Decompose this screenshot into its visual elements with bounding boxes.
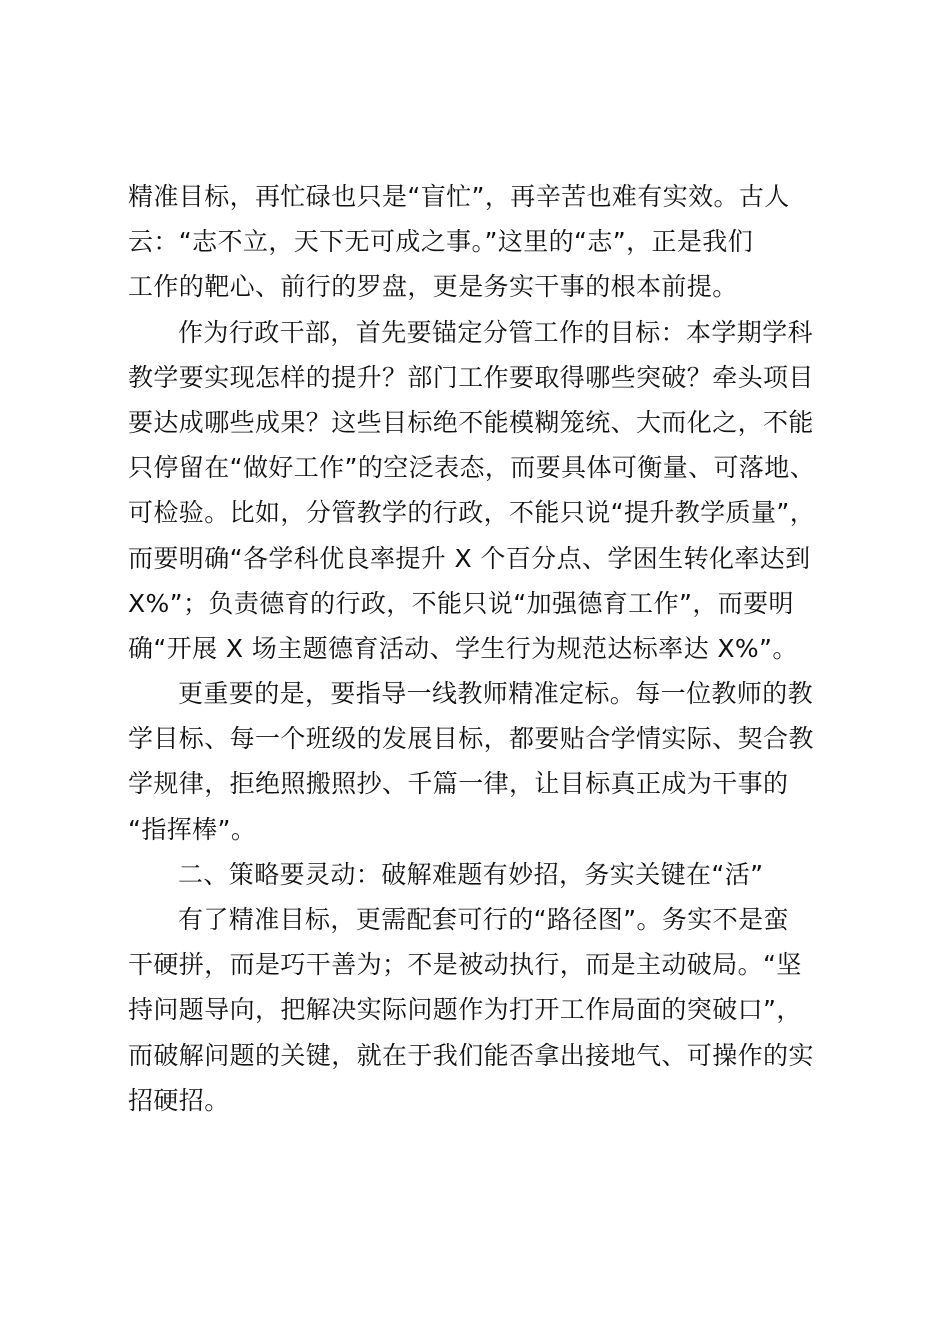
text-line: 作为行政干部，首先要锚定分管工作的目标：本学期学科 [178,317,814,347]
text-line: 更重要的是，要指导一线教师精准定标。每一位教师的教 [178,679,814,709]
text-line: 要达成哪些成果？这些目标绝不能模糊笼统、大而化之，不能 [128,407,814,437]
text-line: 学目标、每一个班级的发展目标，都要贴合学情实际、契合教 [128,724,814,754]
text-line: 而要明确“各学科优良率提升 X 个百分点、学困生转化率达到 [128,543,811,573]
paragraph-admin-goals [128,310,833,672]
text-line: X%”；负责德育的行政，不能只说“加强德育工作”，而要明 [128,588,794,618]
text-line: 云：“志不立，天下无可成之事。”这里的“志”，正是我们 [128,227,754,257]
text-line: 精准目标，再忙碌也只是“盲忙”，再辛苦也难有实效。古人 [128,182,790,211]
paragraph-teacher-goals [128,671,833,852]
text-line: 学规律，拒绝照搬照抄、千篇一律，让目标真正成为干事的 [128,769,789,799]
text-line: 干硬拼，而是巧干善为；不是被动执行，而是主动破局。“坚 [128,950,802,980]
text-line: 招硬招。 [128,1085,230,1115]
section-heading [128,852,833,897]
text-line: 教学要实现怎样的提升？部门工作要取得哪些突破？牵头项目 [128,362,814,392]
text-line: 有了精准目标，更需配套可行的“路径图”。务实不是蛮 [178,905,789,934]
text-line: 确“开展 X 场主题德育活动、学生行为规范达标率达 X%”。 [128,633,798,663]
text-line: 可检验。比如，分管教学的行政，不能只说“提升教学质量”， [128,498,816,528]
text-line: 而破解问题的关键，就在于我们能否拿出接地气、可操作的实 [128,1040,814,1070]
document-body [128,174,833,1123]
text-line: “指挥棒”。 [128,814,257,844]
paragraph-strategy [128,897,833,1123]
text-line: 工作的靶心、前行的罗盘，更是务实干事的根本前提。 [128,272,738,302]
section-heading-text: 二、策略要灵动：破解难题有妙招，务实关键在“活” [178,859,764,889]
text-line: 只停留在“做好工作”的空泛表态，而要具体可衡量、可落地、 [128,453,816,483]
paragraph-continuation [128,174,833,310]
text-line: 持问题导向，把解决实际问题作为打开工作局面的突破口”， [128,995,802,1025]
